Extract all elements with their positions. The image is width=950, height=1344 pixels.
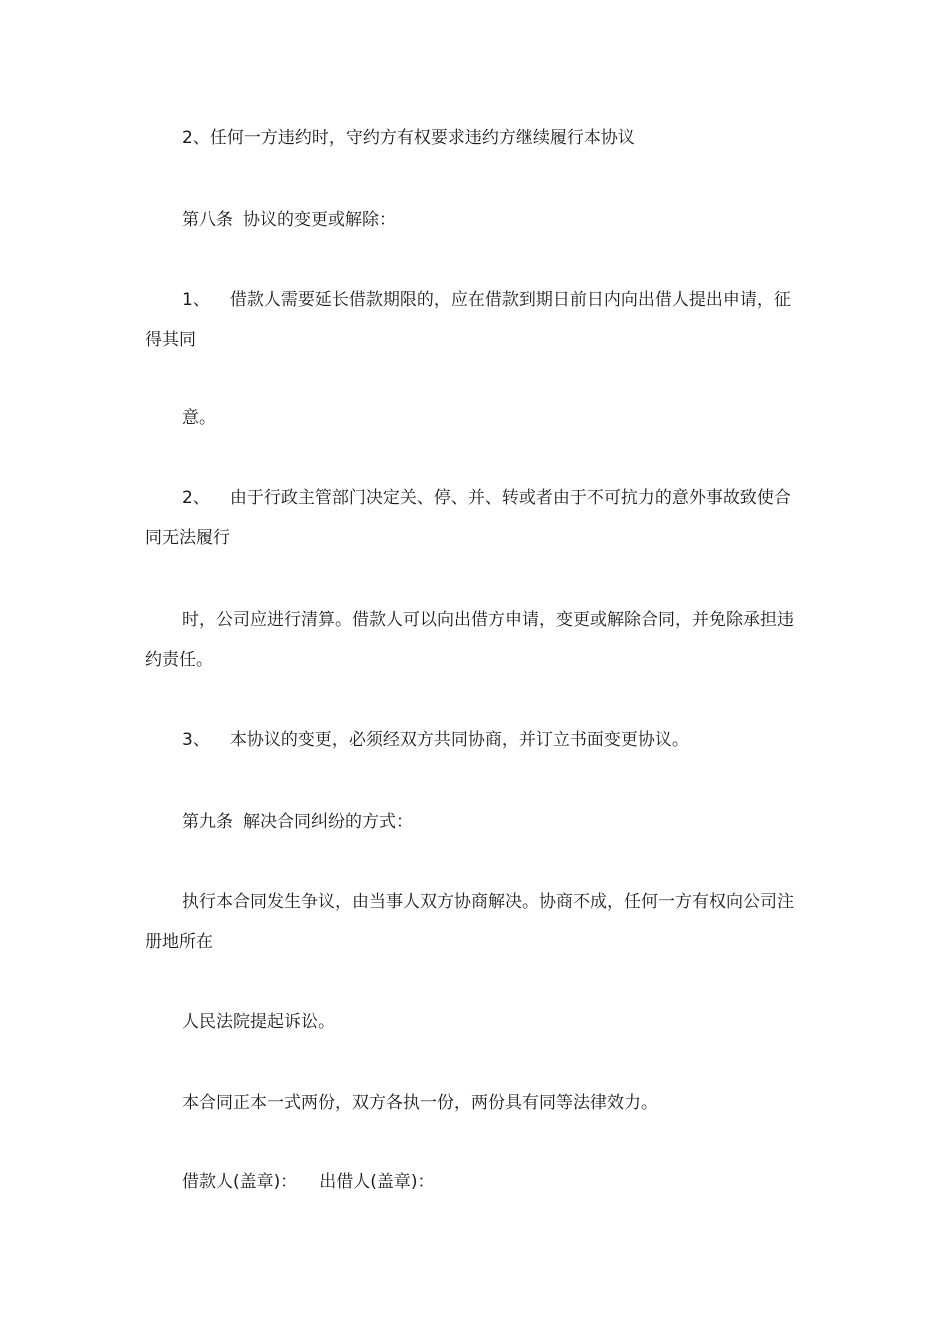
clause-8-item-2 <box>145 478 805 558</box>
article-9-continuation <box>145 1002 805 1042</box>
clause-7-item-2 <box>145 118 805 158</box>
copies-clause <box>145 1083 805 1123</box>
clause-8-item-1 <box>145 280 805 360</box>
clause-8-item-2-continuation <box>145 600 805 680</box>
clause-8-item-1-cont-text: 意。 <box>182 408 216 428</box>
clause-8-item-1-continuation <box>145 398 805 438</box>
lender-seal-label: 出借人(盖章)： <box>319 1172 435 1192</box>
clause-8-item-2-text: 由于行政主管部门决定关、停、并、转或者由于不可抗力的意外事故致使合同无法履行 <box>145 488 791 548</box>
clause-7-item-2-text: 2、任何一方违约时，守约方有权要求违约方继续履行本协议 <box>182 128 635 148</box>
clause-8-item-3-text: 本协议的变更，必须经双方共同协商，并订立书面变更协议。 <box>229 730 689 750</box>
article-8-number: 第八条 <box>182 210 233 230</box>
clause-8-item-1-number: 1、 <box>182 290 210 310</box>
article-9-heading <box>145 802 805 842</box>
borrower-seal-label: 借款人(盖章)： <box>182 1172 298 1192</box>
article-9-title: 解决合同纠纷的方式： <box>243 812 413 832</box>
clause-8-item-1-text: 借款人需要延长借款期限的，应在借款到期日前日内向出借人提出申请，征得其同 <box>145 290 791 350</box>
article-9-body-text: 执行本合同发生争议，由当事人双方协商解决。协商不成，任何一方有权向公司注册地所在 <box>145 892 794 952</box>
clause-8-item-2-cont-text: 时，公司应进行清算。借款人可以向出借方申请，变更或解除合同，并免除承担违约责任。 <box>145 610 794 670</box>
article-8-title: 协议的变更或解除： <box>243 210 396 230</box>
article-9-number: 第九条 <box>182 812 233 832</box>
clause-8-item-2-number: 2、 <box>182 488 210 508</box>
clause-8-item-3-number: 3、 <box>182 730 210 750</box>
copies-clause-text: 本合同正本一式两份，双方各执一份，两份具有同等法律效力。 <box>182 1093 658 1113</box>
signature-line <box>145 1162 805 1202</box>
clause-8-item-3 <box>145 720 805 760</box>
article-8-heading <box>145 200 805 240</box>
article-9-cont-text: 人民法院提起诉讼。 <box>182 1012 335 1032</box>
article-9-body <box>145 882 805 962</box>
